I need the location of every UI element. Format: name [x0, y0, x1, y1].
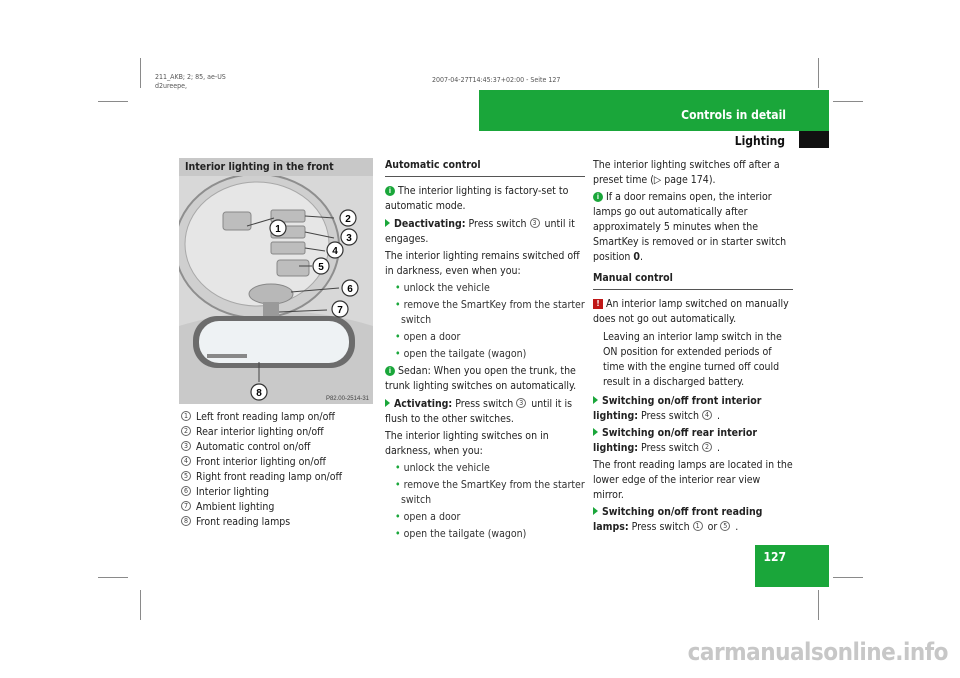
crop-mark [98, 577, 128, 578]
warning-text: An interior lamp switched on manually does not go out automatically. [593, 298, 789, 325]
callout-1 [270, 220, 286, 236]
legend-item [181, 470, 381, 485]
paragraph: The front reading lamps are located in the lower edge of the interior rear view mirror. [593, 459, 793, 501]
callout-label: 7 [337, 305, 343, 316]
callout-2 [340, 210, 356, 226]
callout-5 [313, 258, 329, 274]
front-interior-step: Switching on/off front interior lighting: Press switch 4 . [593, 395, 762, 422]
legend-number: 4 [181, 456, 191, 466]
legend-item [181, 515, 381, 530]
interior-lighting-figure [179, 176, 373, 404]
info-icon: i [385, 186, 395, 196]
callout-label: 2 [345, 214, 351, 225]
deactivating-step [385, 217, 585, 247]
step-arrow-icon [593, 507, 598, 515]
switch-number: 5 [720, 521, 730, 531]
crop-mark [140, 590, 141, 620]
rear-interior-step: Switching on/off rear interior lighting: Press switch 2 . [593, 427, 758, 454]
crop-mark [140, 58, 141, 88]
callout-8 [251, 384, 267, 400]
callout-label: 3 [346, 233, 352, 244]
legend-number: 3 [181, 441, 191, 451]
crop-mark [833, 577, 863, 578]
legend-text: Front interior lighting on/off [196, 456, 326, 468]
list-item: • remove the SmartKey from the starter switch [385, 478, 585, 508]
crop-mark [818, 590, 819, 620]
step-label: Activating: [394, 398, 453, 410]
warning-note [593, 297, 793, 327]
switch-number: 4 [702, 410, 712, 420]
figure-code: P82.00-2514-31 [325, 396, 369, 402]
paragraph: The interior lighting switches on in darkness, when you: [385, 430, 549, 457]
callout-6 [342, 280, 358, 296]
switch-number: 2 [702, 442, 712, 452]
callout-label: 4 [332, 246, 338, 257]
step-text: until it engages. [385, 218, 575, 245]
watermark: carmanualsonline.info [687, 638, 948, 666]
overhead-console-illustration [179, 176, 373, 404]
print-meta-line1: 211_AKB; 2; 85, ae-US [155, 73, 226, 81]
legend-text: Left front reading lamp on/off [196, 411, 335, 423]
info-note [385, 364, 585, 394]
legend-item [181, 455, 381, 470]
manual-control-heading: Manual control [593, 272, 673, 284]
step-arrow-icon [593, 396, 598, 404]
list-item: • unlock the vehicle [385, 281, 585, 296]
print-meta-line2: d2ureepe, [155, 82, 188, 90]
paragraph: The interior lighting remains switched off in darkness, even when you: [385, 250, 580, 277]
list-item: • open the tailgate (wagon) [385, 347, 585, 362]
legend-item [181, 485, 381, 500]
list-item: • unlock the vehicle [385, 461, 585, 476]
legend-number: 5 [181, 471, 191, 481]
heading-rule [593, 289, 793, 290]
legend-item [181, 410, 381, 425]
switch-number: 3 [516, 398, 526, 408]
legend-number: 2 [181, 426, 191, 436]
legend-item [181, 440, 381, 455]
step-label: Switching on/off front interior lighting: [593, 395, 762, 422]
legend-text: Automatic control on/off [196, 441, 311, 453]
activating-step [385, 397, 585, 427]
callout-label: 1 [275, 224, 281, 235]
step-text: Press switch [640, 410, 699, 422]
callout-4 [327, 242, 343, 258]
callout-label: 5 [318, 262, 324, 273]
switch-number: 3 [530, 218, 540, 228]
section-title: Lighting [734, 134, 785, 148]
list-item: • open a door [385, 330, 585, 345]
figure-legend [181, 410, 381, 530]
heading-rule [385, 176, 585, 177]
header-tab [799, 131, 829, 148]
info-icon: i [593, 192, 603, 202]
legend-text: Front reading lamps [196, 516, 291, 528]
legend-number: 6 [181, 486, 191, 496]
automatic-control-heading: Automatic control [385, 159, 481, 171]
step-text: or [707, 521, 718, 533]
info-text: Sedan: When you open the trunk, the trunk lighting switches on automatically. [385, 365, 577, 392]
step-text: until it is flush to the other switches. [385, 398, 573, 425]
step-label: Switching on/off rear interior lighting: [593, 427, 758, 454]
step-text: Press switch [640, 442, 699, 454]
step-text: Press switch [468, 218, 527, 230]
switch-position: 0 [633, 251, 640, 263]
step-text: Press switch [455, 398, 514, 410]
legend-item [181, 500, 381, 515]
crop-mark [98, 101, 128, 102]
info-text: If a door remains open, the interior lamps go out automatically after approximately 5 minutes when the SmartKey is removed or in starter switch position [593, 191, 787, 263]
step-arrow-icon [593, 428, 598, 436]
page-number: 127 [755, 545, 829, 587]
automatic-control-column [385, 158, 585, 544]
switch-number: 1 [693, 521, 703, 531]
info-note: i If a door remains open, the interior lamps go out automatically after approximately 5 minutes when the SmartKey is removed or in starter switch position 0. [593, 191, 787, 263]
step-label: Deactivating: [394, 218, 466, 230]
callout-3 [341, 229, 357, 245]
info-note [385, 184, 585, 214]
step-arrow-icon [385, 399, 390, 407]
reading-lamps-step: Switching on/off front reading lamps: Press switch 1 or 5 . [593, 506, 763, 533]
crop-mark [818, 58, 819, 88]
figure-heading: Interior lighting in the front [179, 158, 373, 176]
legend-number: 1 [181, 411, 191, 421]
chapter-title: Controls in detail [681, 108, 786, 122]
print-timestamp: 2007-04-27T14:45:37+02:00 - Seite 127 [432, 76, 561, 84]
legend-text: Rear interior lighting on/off [196, 426, 324, 438]
callout-7 [332, 301, 348, 317]
warning-paragraph: Leaving an interior lamp switch in the ON position for extended periods of time with the engine turned off could result in a discharged battery. [603, 331, 782, 388]
list-item: • open a door [385, 510, 585, 525]
list-item: • open the tailgate (wagon) [385, 527, 585, 542]
callout-label: 6 [347, 284, 353, 295]
legend-text: Interior lighting [196, 486, 270, 498]
warning-icon: ! [593, 299, 603, 309]
legend-text: Right front reading lamp on/off [196, 471, 343, 483]
info-icon: i [385, 366, 395, 376]
legend-number: 7 [181, 501, 191, 511]
crop-mark [833, 101, 863, 102]
manual-control-column [593, 158, 793, 537]
legend-number: 8 [181, 516, 191, 526]
step-text: Press switch [631, 521, 690, 533]
legend-text: Ambient lighting [196, 501, 275, 513]
info-text: The interior lighting is factory-set to automatic mode. [385, 185, 569, 212]
step-label: Switching on/off front reading lamps: [593, 506, 763, 533]
step-arrow-icon [385, 219, 390, 227]
legend-item [181, 425, 381, 440]
paragraph: The interior lighting switches off after a preset time (▷ page 174). [593, 159, 780, 186]
list-item: • remove the SmartKey from the starter switch [385, 298, 585, 328]
print-meta [155, 73, 226, 91]
callout-label: 8 [256, 388, 262, 399]
